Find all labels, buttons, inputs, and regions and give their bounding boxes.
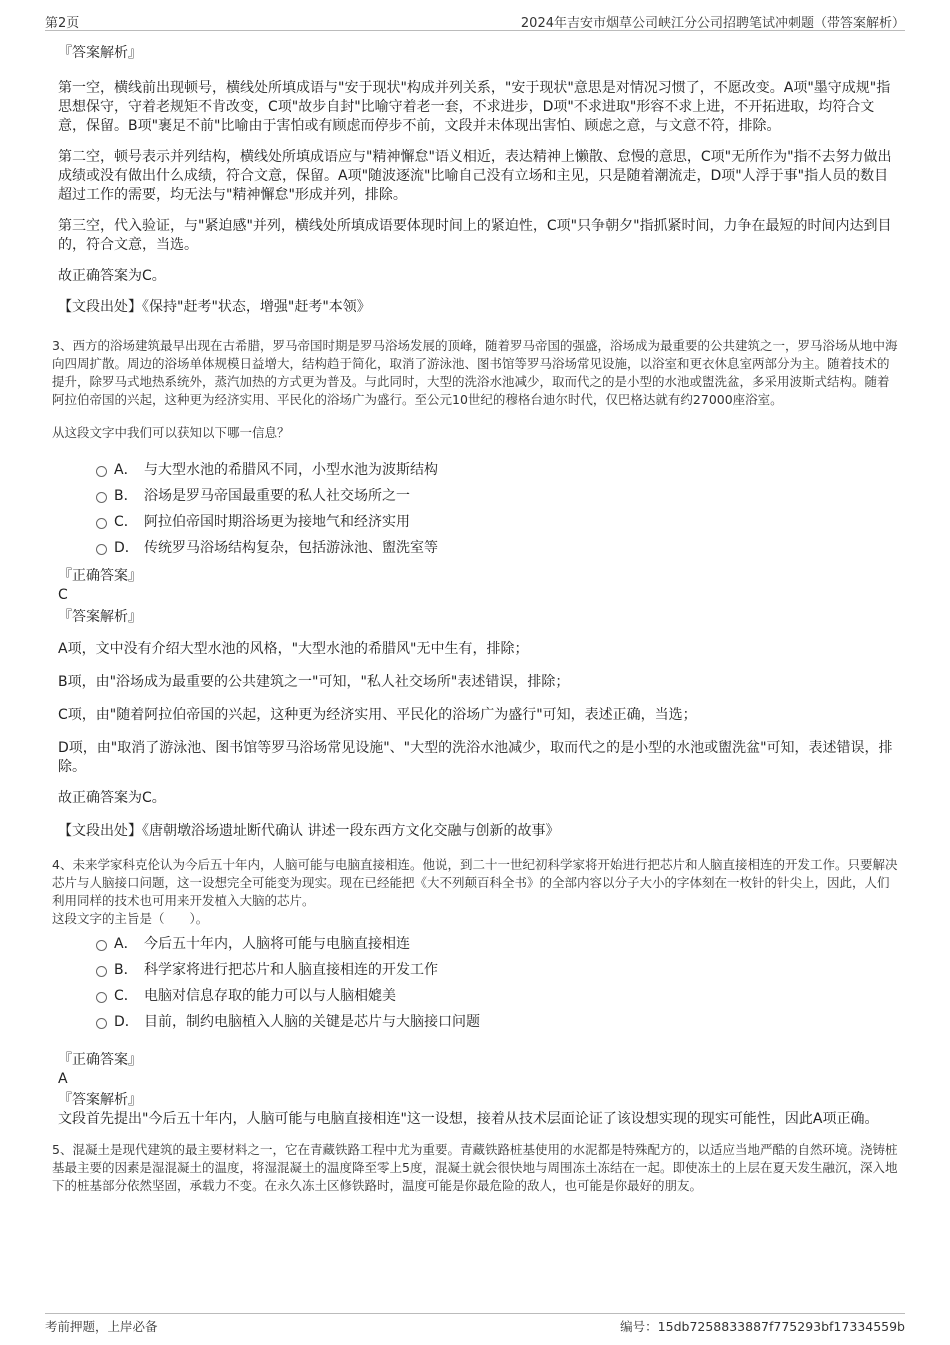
analysis-line: A项，文中没有介绍大型水池的风格，"大型水池的希腊风"无中生有，排除； bbox=[58, 641, 529, 657]
q3-answer bbox=[58, 567, 900, 841]
document-id: 编号：15db7258833887f775293bf17334559b bbox=[620, 1319, 905, 1334]
q2-analysis bbox=[58, 44, 900, 317]
analysis-line: C项，由"随着阿拉伯帝国的兴起，这种更为经济实用、平民化的浴场广为盛行"可知，表述正确，当选； bbox=[58, 707, 697, 723]
radio-button[interactable] bbox=[96, 940, 107, 951]
answer-value: C bbox=[58, 587, 68, 603]
document-title: 2024年吉安市烟草公司峡江分公司招聘笔试冲刺题（带答案解析） bbox=[520, 16, 905, 31]
analysis-label: 『答案解析』 bbox=[58, 609, 142, 625]
conclusion: 故正确答案为C。 bbox=[58, 268, 166, 284]
option-b[interactable]: B． 科学家将进行把芯片和人脑直接相连的开发工作 bbox=[58, 957, 900, 983]
q3-options bbox=[58, 457, 900, 561]
question-5 bbox=[52, 1141, 900, 1195]
option-a[interactable]: A． 与大型水池的希腊风不同，小型水池为波斯结构 bbox=[58, 457, 900, 483]
analysis-paragraph: 第一空，横线前出现顿号，横线处所填成语与"安于现状"构成并列关系，"安于现状"意思是对情况习惯了，不愿改变。A项"墨守成规"指思想保守，守着老规矩不肯改变，C项"故步自封"比喻守着老一套，不求进步，D项"不求进取"形容不求上进，不开拓进取，均符合文意，保留。B项"裹足不前"比喻由于害怕或有顾虑而停步不前，文段并未体现出害怕、顾虑之意，与文意不符，排除。 bbox=[58, 80, 891, 134]
radio-button[interactable] bbox=[96, 992, 107, 1003]
q4-answer bbox=[58, 1051, 900, 1129]
question-stem: 5、混凝土是现代建筑的最主要材料之一，它在青藏铁路工程中尤为重要。青藏铁路桩基使用的水泥都是特殊配方的，以适应当地严酷的自然环境。浇铸桩基最主要的因素是湿混凝土的温度，将湿混凝土的温度降至零上5度，混凝土就会很快地与周围冻土冻结在一起。即使冻土的上层在夏天发生融沉，深入地下的桩基部分依然坚固，承载力不变。在永久冻土区修铁路时，温度可能是你最危险的敌人，也可能是你最好的朋友。 bbox=[52, 1142, 898, 1193]
radio-button[interactable] bbox=[96, 466, 107, 477]
conclusion: 故正确答案为C。 bbox=[58, 790, 166, 806]
question-4 bbox=[52, 856, 900, 928]
analysis-line: D项，由"取消了游泳池、图书馆等罗马浴场常见设施"、"大型的洗浴水池减少，取而代之的是小型的水池或盥洗盆"可知，表述错误，排除。 bbox=[58, 740, 893, 775]
analysis-paragraph: 文段首先提出"今后五十年内，人脑可能与电脑直接相连"这一设想，接着从技术层面论证了该设想实现的现实可能性，因此A项正确。 bbox=[58, 1111, 879, 1127]
source: 【文段出处】《保持"赶考"状态，增强"赶考"本领》 bbox=[58, 299, 371, 315]
analysis-paragraph: 第三空，代入验证，与"紧迫感"并列，横线处所填成语要体现时间上的紧迫性，C项"只争朝夕"指抓紧时间，力争在最短的时间内达到目的，符合文意，当选。 bbox=[58, 218, 892, 253]
question-stem: 3、西方的浴场建筑最早出现在古希腊，罗马帝国时期是罗马浴场发展的顶峰，随着罗马帝国的强盛，浴场成为最重要的公共建筑之一，罗马浴场从地中海向四周扩散。周边的浴场单体规模日益增大，结构趋于简化，取消了游泳池、图书馆等罗马浴场常见设施，以浴室和更衣休息室两部分为主。随着技术的提升，除罗马式地热系统外，蒸汽加热的方式更为普及。与此同时，大型的洗浴水池减少，取而代之的是小型的水池或盥洗盆，多采用波斯式结构。随着阿拉伯帝国的兴起，这种更为经济实用、平民化的浴场广为盛行。至公元10世纪的穆格台迪尔时代，仅巴格达就有约27000座浴室。 bbox=[52, 338, 898, 407]
page-footer bbox=[45, 1313, 905, 1334]
footer-slogan: 考前押题，上岸必备 bbox=[45, 1319, 158, 1334]
q4-options bbox=[58, 931, 900, 1035]
option-c[interactable]: C． 电脑对信息存取的能力可以与人脑相媲美 bbox=[58, 983, 900, 1009]
option-d[interactable]: D． 传统罗马浴场结构复杂，包括游泳池、盥洗室等 bbox=[58, 535, 900, 561]
analysis-line: B项，由"浴场成为最重要的公共建筑之一"可知，"私人社交场所"表述错误，排除； bbox=[58, 674, 570, 690]
question-prompt: 从这段文字中我们可以获知以下哪一信息？ bbox=[52, 425, 290, 440]
answer-label: 『正确答案』 bbox=[58, 568, 142, 584]
radio-button[interactable] bbox=[96, 492, 107, 503]
radio-button[interactable] bbox=[96, 518, 107, 529]
question-stem: 4、未来学家科克伦认为今后五十年内，人脑可能与电脑直接相连。他说，到二十一世纪初科学家将开始进行把芯片和人脑直接相连的开发工作。只要解决芯片与人脑接口问题，这一设想完全可能变为现实。现在已经能把《大不列颠百科全书》的全部内容以分子大小的字体刻在一枚针的针尖上，因此，人们利用同样的技术也可用来开发植入大脑的芯片。 bbox=[52, 857, 898, 908]
option-a[interactable]: A． 今后五十年内，人脑将可能与电脑直接相连 bbox=[58, 931, 900, 957]
page-header bbox=[45, 10, 905, 31]
option-c[interactable]: C． 阿拉伯帝国时期浴场更为接地气和经济实用 bbox=[58, 509, 900, 535]
question-3 bbox=[52, 337, 900, 442]
analysis-paragraph: 第二空，顿号表示并列结构，横线处所填成语应与"精神懈怠"语义相近，表达精神上懒散、怠慢的意思，C项"无所作为"指不去努力做出成绩或没有做出什么成绩，符合文意，保留。A项"随波逐流"比喻自己没有立场和主见，只是随着潮流走，D项"人浮于事"指人员的数目超过工作的需要，均无法与"精神懈怠"形成并列，排除。 bbox=[58, 149, 892, 203]
page-number: 第2页 bbox=[45, 16, 80, 31]
analysis-label: 『答案解析』 bbox=[58, 1092, 142, 1108]
radio-button[interactable] bbox=[96, 544, 107, 555]
analysis-label: 『答案解析』 bbox=[58, 45, 142, 61]
radio-button[interactable] bbox=[96, 966, 107, 977]
option-d[interactable]: D． 目前，制约电脑植入人脑的关键是芯片与大脑接口问题 bbox=[58, 1009, 900, 1035]
option-b[interactable]: B． 浴场是罗马帝国最重要的私人社交场所之一 bbox=[58, 483, 900, 509]
radio-button[interactable] bbox=[96, 1018, 107, 1029]
source: 【文段出处】《唐朝墩浴场遗址断代确认 讲述一段东西方文化交融与创新的故事》 bbox=[58, 823, 560, 839]
answer-value: A bbox=[58, 1071, 68, 1087]
question-prompt: 这段文字的主旨是（ ）。 bbox=[52, 911, 209, 926]
answer-label: 『正确答案』 bbox=[58, 1052, 142, 1068]
page-content bbox=[52, 36, 900, 1195]
